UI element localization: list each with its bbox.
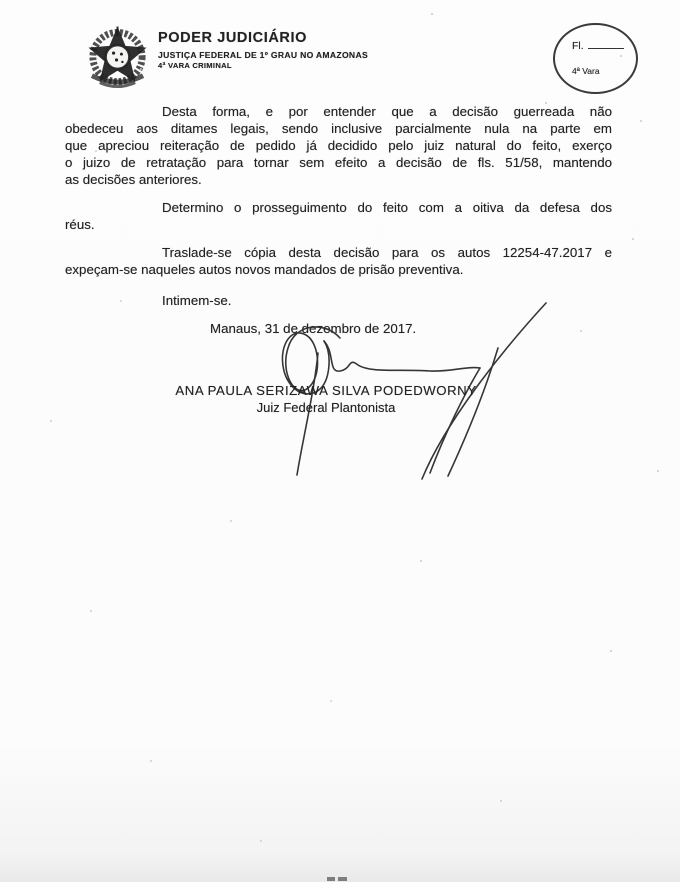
paragraph-line: que apreciou reiteração de pedido já decidido pelo juiz natural do feito, exerço — [65, 138, 612, 153]
date-line: Manaus, 31 de dezembro de 2017. — [210, 321, 417, 336]
paragraph-line: Desta forma, e por entender que a decisão guerreada não — [162, 104, 612, 119]
paragraph-line: obedeceu aos ditames legais, sendo inclusive parcialmente nula na parte em — [65, 121, 612, 136]
paragraph-line: réus. — [65, 217, 95, 232]
paragraph-line: Determino o prosseguimento do feito com a oitiva da defesa dos — [162, 200, 612, 215]
letterhead-sub1: JUSTIÇA FEDERAL DE 1º GRAU NO AMAZONAS — [158, 49, 368, 60]
paragraph-1 — [65, 103, 612, 188]
decision-body — [65, 103, 612, 337]
signer-title: Juiz Federal Plantonista — [256, 400, 396, 415]
letterhead-sub2: 4ª VARA CRIMINAL — [158, 61, 232, 71]
brazil-coat-of-arms-icon — [86, 25, 149, 91]
folio-label: Fl. — [572, 38, 624, 52]
paragraph-line: as decisões anteriores. — [65, 172, 202, 187]
paragraph-line: o juizo de retratação para tornar sem efeito a decisão de fls. 51/58, mantendo — [65, 155, 612, 170]
paragraph-line: Traslade-se cópia desta decisão para os autos 12254-47.2017 e — [162, 245, 612, 260]
signer-block — [52, 382, 600, 416]
paragraph-4 — [65, 292, 612, 309]
bottom-edge-mark — [338, 877, 347, 881]
folio-blank-line — [588, 38, 624, 49]
paragraph-3 — [65, 244, 612, 278]
paragraph-line: Intimem-se. — [162, 293, 232, 308]
bottom-edge-mark — [327, 877, 335, 881]
signer-name: ANA PAULA SERIZAWA SILVA PODEDWORNY — [175, 383, 477, 398]
folio-stamp — [553, 23, 638, 94]
vara-label: 4ª Vara — [572, 66, 600, 76]
paragraph-2 — [65, 199, 612, 233]
letterhead — [158, 31, 368, 70]
letterhead-org: PODER JUDICIÁRIO — [158, 30, 307, 46]
paragraph-line: expeçam-se naqueles autos novos mandados de prisão preventiva. — [65, 262, 464, 277]
